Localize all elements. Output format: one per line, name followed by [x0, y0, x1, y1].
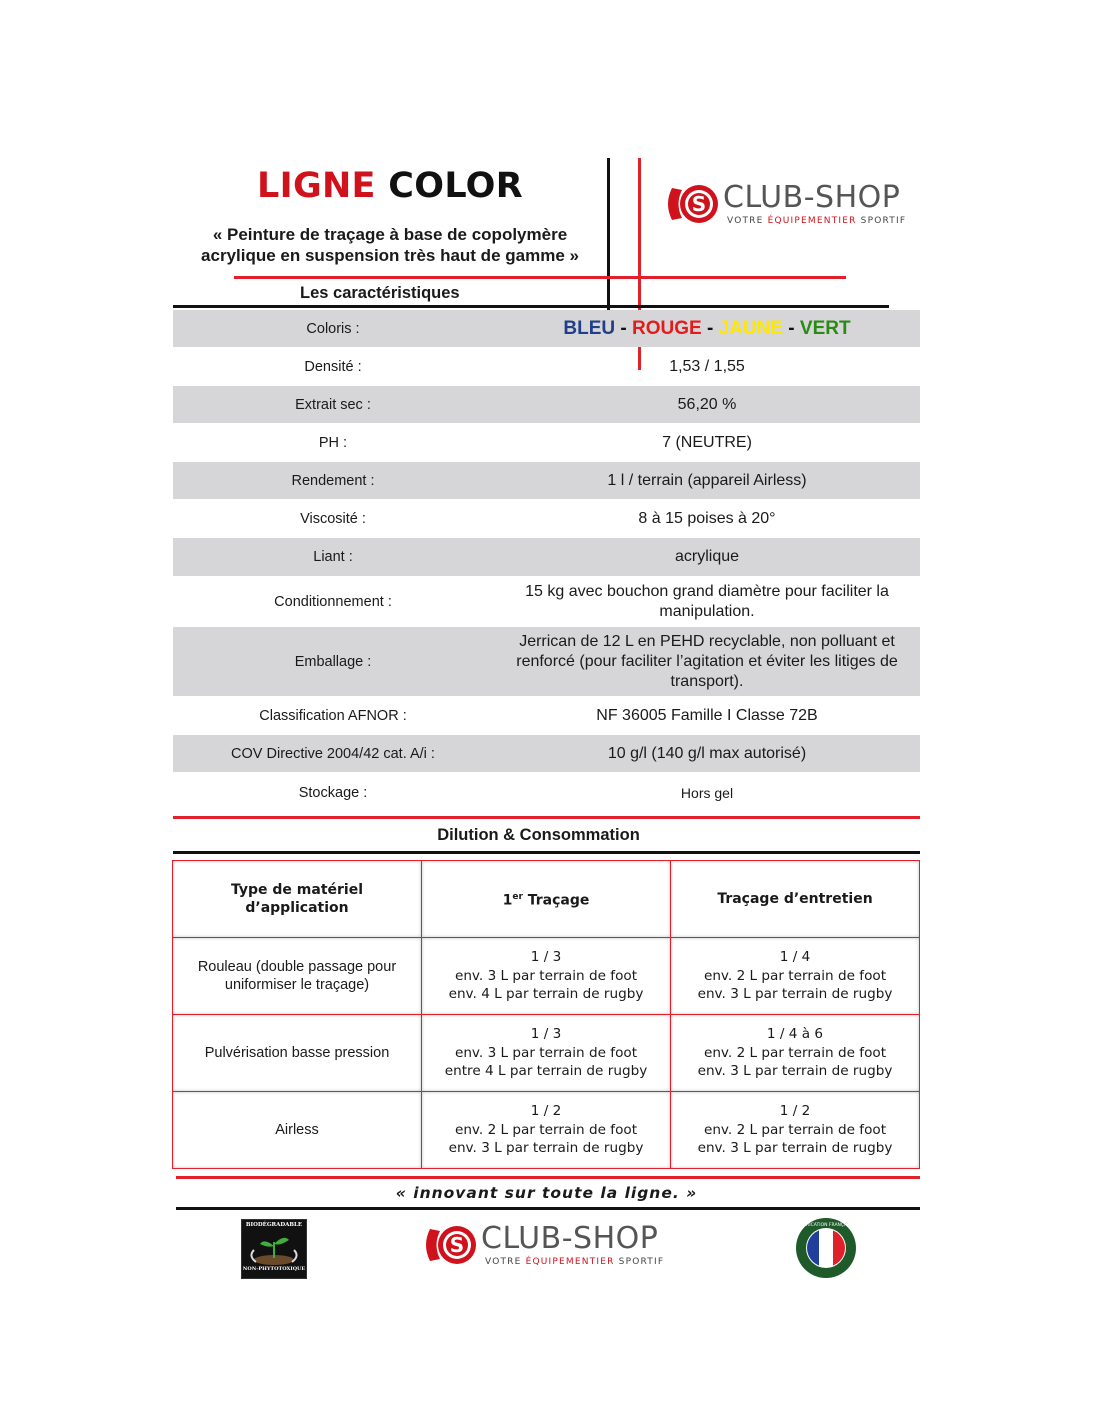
dilution-top-rule — [173, 816, 920, 819]
char-label: COV Directive 2004/42 cat. A/i : — [231, 745, 435, 762]
characteristics-heading: Les caractéristiques — [300, 284, 460, 302]
char-value: Hors gel — [680, 785, 734, 801]
header-maintenance-tracing: Traçage d’entretien — [671, 861, 920, 938]
footer-top-rule — [176, 1176, 920, 1179]
char-label: Classification AFNOR : — [259, 707, 407, 724]
char-value: 7 (NEUTRE) — [662, 433, 752, 451]
char-row-storage — [173, 774, 920, 812]
cell-maintenance-tracing: 1 / 4 à 6 env. 2 L par terrain de foot env. 3 L par terrain de rugby — [671, 1015, 920, 1092]
table-row — [173, 1015, 920, 1092]
char-label: Coloris : — [306, 320, 360, 337]
header-application-type: Type de matériel d’application — [173, 861, 422, 938]
char-row-density — [173, 348, 920, 385]
char-label: Conditionnement : — [274, 593, 392, 610]
page-title — [180, 166, 600, 206]
dilution-bottom-rule — [173, 851, 920, 854]
divider-horizontal-red — [234, 276, 846, 279]
char-label: Liant : — [313, 549, 353, 565]
france-badge-text: FABRICATION FRANÇAISE — [797, 1223, 855, 1228]
char-row-yield — [173, 462, 920, 499]
char-label: Emballage : — [294, 653, 372, 670]
made-in-france-badge — [795, 1217, 857, 1279]
club-shop-s-icon — [664, 182, 720, 226]
color-green-label: VERT — [799, 317, 851, 339]
dilution-heading: Dilution & Consommation — [437, 826, 640, 844]
table-row — [173, 938, 920, 1015]
char-value: NF 36005 Famille I Classe 72B — [596, 706, 818, 724]
club-shop-s-icon — [422, 1223, 478, 1267]
char-label: Extrait sec : — [295, 396, 371, 413]
char-value: 1 l / terrain (appareil Airless) — [607, 471, 807, 489]
brand-logo-footer — [422, 1220, 665, 1267]
biodegradable-badge — [241, 1219, 307, 1279]
cell-first-tracing: 1 / 3 env. 3 L par terrain de foot entre 4 L par terrain de rugby — [422, 1015, 671, 1092]
badge-top-text: BIODÉGRADABLE — [245, 1222, 303, 1228]
char-label: Stockage : — [298, 785, 368, 801]
page-subtitle — [180, 224, 600, 266]
char-label: PH : — [318, 434, 348, 451]
char-value: 56,20 % — [677, 395, 737, 413]
cell-application-type: Airless — [173, 1092, 422, 1169]
cell-maintenance-tracing: 1 / 2 env. 2 L par terrain de foot env. 3 L par terrain de rugby — [671, 1092, 920, 1169]
char-row-packaging-size — [173, 577, 920, 626]
char-row-afnor — [173, 697, 920, 734]
char-row-colors — [173, 310, 920, 347]
table-header-row — [173, 861, 920, 938]
brand-tagline: VOTRE ÉQUIPEMENTIER SPORTIF — [485, 1256, 665, 1267]
badge-bottom-text: NON-PHYTOTOXIQUE — [242, 1266, 306, 1272]
footer-slogan: « innovant sur toute la ligne. » — [395, 1184, 698, 1202]
char-value: acrylique — [674, 548, 740, 565]
char-row-ph — [173, 424, 920, 461]
brand-tagline: VOTRE ÉQUIPEMENTIER SPORTIF — [727, 215, 907, 226]
char-value: 10 g/l (140 g/l max autorisé) — [607, 744, 807, 762]
subtitle-line-2: acrylique en suspension très haut de gamme » — [201, 246, 579, 265]
brand-wordmark: CLUB-SHOP — [481, 1220, 659, 1256]
char-value: 8 à 15 poises à 20° — [638, 509, 776, 527]
char-value: Jerrican de 12 L en PEHD recyclable, non polluant et renforcé (pour faciliter l’agitation et éviter les litiges de transport). — [516, 632, 898, 690]
divider-horizontal-black — [173, 305, 889, 308]
char-row-cov — [173, 735, 920, 772]
char-label: Viscosité : — [300, 510, 366, 527]
char-row-dry-extract — [173, 386, 920, 423]
france-flag-icon — [795, 1217, 857, 1279]
subtitle-line-1: « Peinture de traçage à base de copolymère — [212, 225, 568, 244]
char-row-viscosity — [173, 500, 920, 537]
cell-first-tracing: 1 / 3 env. 3 L par terrain de foot env. 4 L par terrain de rugby — [422, 938, 671, 1015]
char-label: Rendement : — [291, 472, 375, 489]
cell-maintenance-tracing: 1 / 4 env. 2 L par terrain de foot env. 3 L par terrain de rugby — [671, 938, 920, 1015]
title-part-red: LIGNE — [257, 166, 376, 206]
footer-bottom-rule — [176, 1207, 920, 1210]
table-row — [173, 1092, 920, 1169]
cell-application-type: Rouleau (double passage pour uniformiser le traçage) — [173, 938, 422, 1015]
brand-wordmark: CLUB-SHOP — [723, 179, 901, 215]
plant-icon — [242, 1228, 306, 1266]
color-blue-label: BLEU — [563, 317, 616, 339]
char-value: 1,53 / 1,55 — [669, 357, 745, 375]
char-row-binder — [173, 538, 920, 576]
char-value-colors: BLEU - ROUGE - JAUNE - VERT — [563, 317, 851, 339]
title-part-black: COLOR — [388, 166, 523, 206]
char-value: 15 kg avec bouchon grand diamètre pour faciliter la manipulation. — [525, 582, 889, 620]
color-yellow-label: JAUNE — [718, 317, 784, 339]
cell-first-tracing: 1 / 2 env. 2 L par terrain de foot env. 3 L par terrain de rugby — [422, 1092, 671, 1169]
cell-application-type: Pulvérisation basse pression — [173, 1015, 422, 1092]
svg-text:S: S — [691, 192, 707, 216]
char-row-container — [173, 627, 920, 696]
dilution-table — [172, 860, 920, 1169]
header-first-tracing: 1er Traçage — [422, 861, 671, 938]
brand-logo-header — [664, 179, 907, 226]
char-label: Densité : — [304, 358, 362, 375]
color-red-label: ROUGE — [632, 317, 702, 339]
svg-text:S: S — [449, 1233, 465, 1257]
